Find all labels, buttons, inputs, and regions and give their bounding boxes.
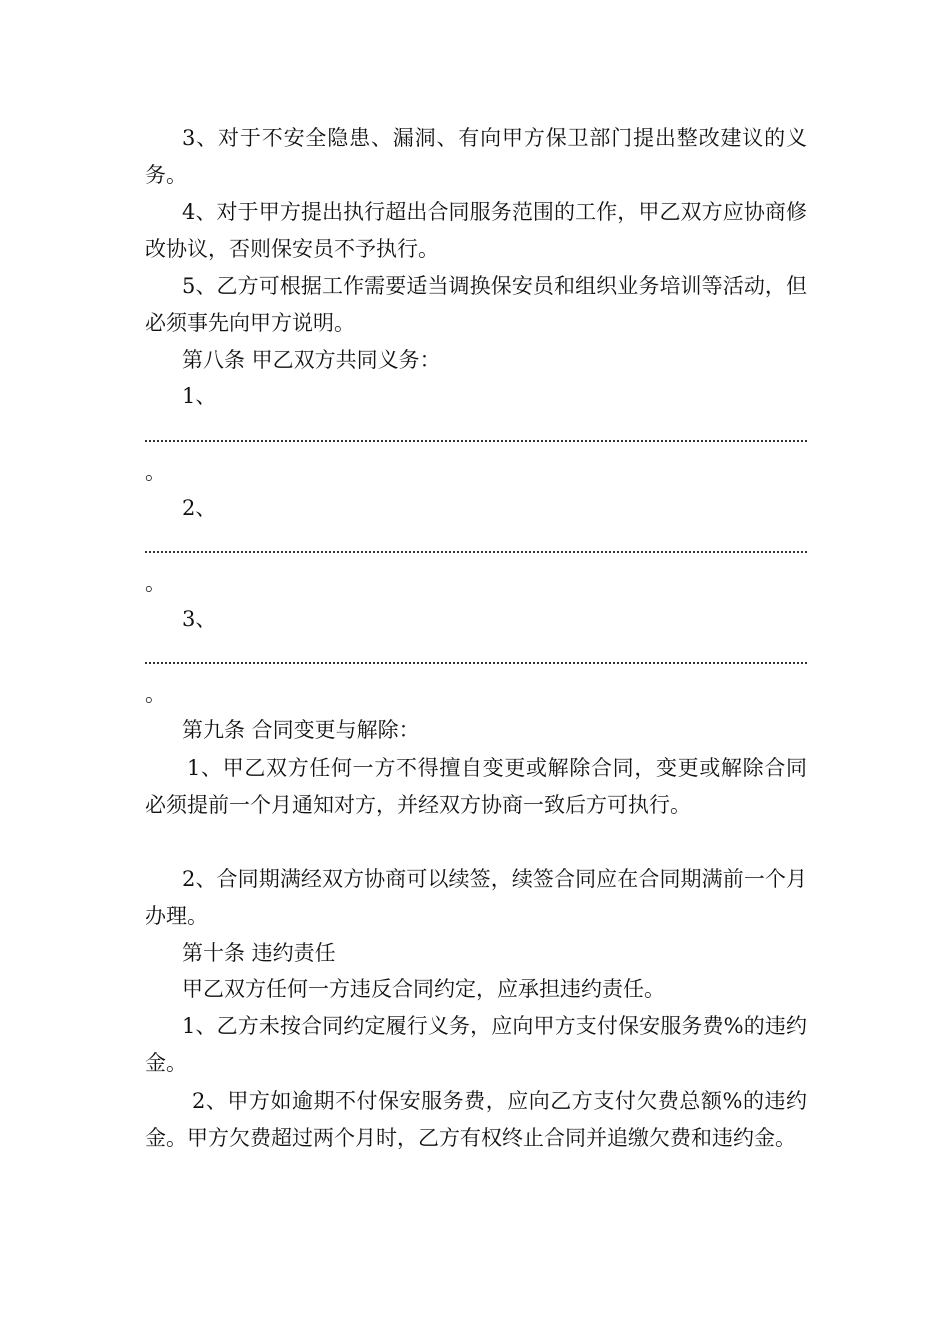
article-10-intro: 甲乙双方任何一方违反合同约定，应承担违约责任。: [182, 977, 665, 1001]
article-8-item-3: 3、: [182, 607, 217, 631]
paragraph-safety-hazards: 3、对于不安全隐患、漏洞、有向甲方保卫部门提出整改建议的义务。: [145, 126, 807, 187]
article-8-title: 第八条 甲乙双方共同义务：: [182, 348, 441, 372]
blank-fill-line-1: [145, 440, 807, 442]
article-8-item-1-end: 。: [145, 460, 166, 484]
paragraph-staff-rotation: 5、乙方可根据工作需要适当调换保安员和组织业务培训等活动，但必须事先向甲方说明。: [145, 274, 807, 335]
article-9-item-1: 1、甲乙双方任何一方不得擅自变更或解除合同，变更或解除合同必须提前一个月通知对方，并经双方协商一致后方可执行。: [145, 756, 807, 817]
article-8-item-2: 2、: [182, 496, 217, 520]
article-8-item-2-end: 。: [145, 571, 166, 595]
blank-fill-line-2: [145, 551, 807, 553]
article-8-item-1: 1、: [182, 384, 217, 408]
article-10-title: 第十条 违约责任: [182, 941, 336, 965]
article-9-title: 第九条 合同变更与解除：: [182, 718, 420, 742]
article-9-item-2: 2、合同期满经双方协商可以续签，续签合同应在合同期满前一个月办理。: [145, 867, 807, 928]
article-10-item-2: 2、甲方如逾期不付保安服务费，应向乙方支付欠费总额%的违约金。甲方欠费超过两个月时，乙方有权终止合同并追缴欠费和违约金。: [145, 1089, 807, 1150]
blank-fill-line-3: [145, 662, 807, 664]
article-10-item-1: 1、乙方未按合同约定履行义务，应向甲方支付保安服务费%的违约金。: [145, 1014, 807, 1075]
article-8-item-3-end: 。: [145, 682, 166, 706]
paragraph-scope-negotiation: 4、对于甲方提出执行超出合同服务范围的工作，甲乙双方应协商修改协议，否则保安员不予执行。: [145, 200, 807, 261]
